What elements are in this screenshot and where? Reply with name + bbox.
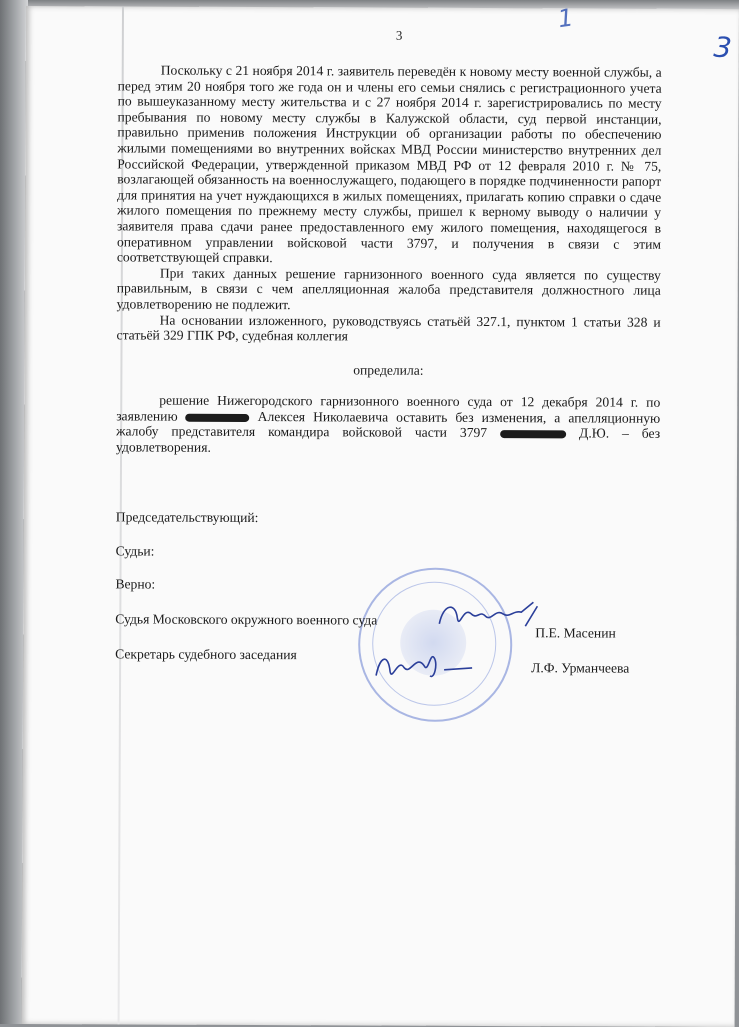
judge-name: П.Е. Масенин — [535, 625, 616, 641]
handwritten-page-mark: 3 — [712, 30, 733, 65]
redacted-surname-2 — [500, 430, 566, 438]
paragraph-basis: На основании изложенного, руководствуясь статьёй 327.1, пунктом 1 статьи 328 и статьёй 329 ГПК РФ, судебная коллегия — [116, 312, 661, 344]
page-number: 3 — [395, 27, 403, 43]
judges-label: Судьи: — [115, 543, 155, 559]
document-body — [116, 62, 662, 457]
decision-text-c: Д.Ю. – без удовлетворения. — [116, 425, 661, 455]
decision-text-a: решение Нижегородского гарнизонного военного суда от 12 декабря 2014 г. по заявлению — [116, 392, 661, 424]
judge-title: Судья Московского окружного военного суда — [115, 611, 378, 628]
redacted-surname-1 — [186, 413, 250, 421]
secretary-name: Л.Ф. Урманчеева — [531, 660, 630, 676]
secretary-title: Секретарь судебного заседания — [115, 646, 297, 663]
certified-label: Верно: — [115, 576, 156, 592]
decision-heading: определила: — [353, 362, 424, 378]
paragraph-decision — [116, 393, 660, 458]
secretary-signature — [368, 645, 488, 688]
paragraph-reasoning: Поскольку с 21 ноября 2014 г. заявитель переведён к новому месту военной службы, а перед этим 20 ноября того же года он и члены его семьи снялись с регистрационного учета по вышеуказанному месту жительства и с 27 ноября 2014 г. зарегистрировались по месту пребывания по новому месту службы в Калужской области, суд первой инстанции, правильно применив положения Инструкции об организации работы по обеспечению жилыми помещениями во внутренних войсках МВД России министерство внутренних дел Российской Федерации, утвержденной приказом МВД РФ от 12 февраля 2010 г. № 75, возлагающей обязанность на военнослужащего, подающего в порядке подчиненности рапорт для принятия на учет нуждающихся в жилых помещениях, прилагать копию справки о сдаче жилого помещения по прежнему месту службы, пришел к верному выводу о наличии у заявителя права сдачи ранее предоставленного ему жилого помещения, находящегося в оперативном управлении войсковой части 3797, и получения в связи с этим соответствующей справки. — [116, 62, 662, 266]
document-page — [22, 3, 739, 1027]
presiding-label: Председательствующий: — [115, 509, 259, 526]
decision-text-b: Алексея Николаевича оставить без изменения, а апелляционную жалобу представителя командира войсковой части 3797 — [116, 408, 661, 441]
paragraph-conclusion: При таких данных решение гарнизонного военного суда является по существу правильным, в связи с чем апелляционная жалоба представителя должностного лица удовлетворению не подлежит. — [116, 265, 661, 313]
handwritten-mark-1: 1 — [556, 3, 576, 34]
judge-signature — [433, 596, 543, 640]
